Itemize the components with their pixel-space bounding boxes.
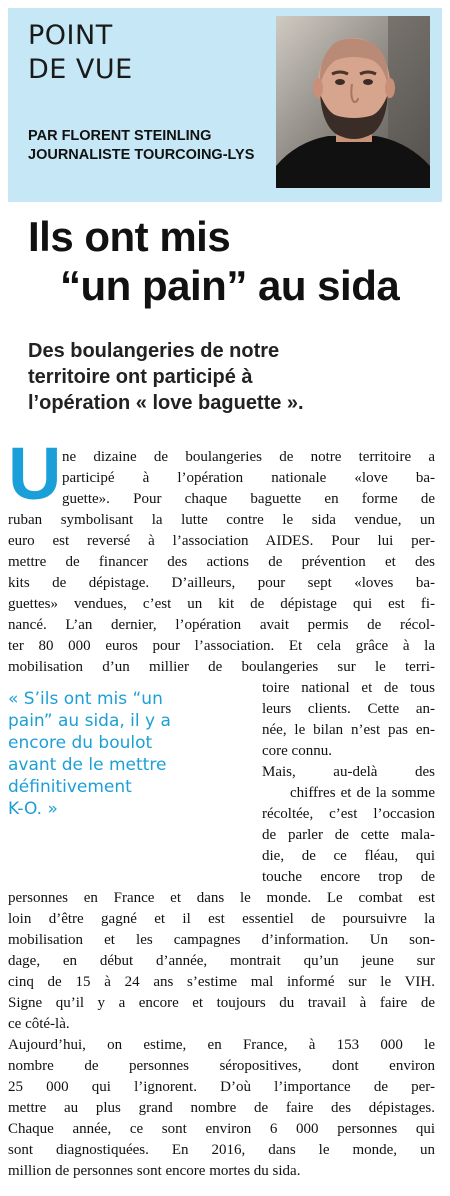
body-line: Chaque année, ce sont environ 6 000 personnes qui	[8, 1121, 435, 1137]
body-line: guette». Pour chaque baguette en forme de	[62, 491, 435, 507]
body-line: leurs clients. Cette an-	[262, 701, 435, 717]
body-line: touche encore trop de	[262, 869, 435, 885]
section-kicker-line2: DE VUE	[28, 54, 133, 85]
section-kicker: POINT	[28, 20, 113, 51]
deck-line-2: territoire ont participé à	[28, 366, 253, 388]
pull-quote-line: avant de le mettre	[8, 755, 167, 775]
pull-quote-line: définitivement	[8, 777, 132, 797]
body-line: personnes en France et dans le monde. Le combat est	[8, 890, 435, 906]
drop-cap: U	[8, 432, 62, 515]
pull-quote	[8, 688, 248, 820]
body-line: Mais, au-delà des	[262, 764, 435, 780]
body-line: née, le bilan n’est pas en-	[262, 722, 435, 738]
body-line: mettre au plus grand nombre de faire des dépistages.	[8, 1100, 435, 1116]
body-line: guettes» vendues, c’est un kit de dépistage qui est fi-	[8, 596, 435, 612]
body-line: 25 000 qui l’ignorent. D’où l’importance de per-	[8, 1079, 435, 1095]
body-line: nancé. L’an dernier, l’opération avait permis de récol-	[8, 617, 435, 633]
body-line: Signe qu’il y a encore et toujours du travail à faire de	[8, 995, 435, 1011]
body-line: de parler de cette mala-	[262, 827, 435, 843]
body-line: sont diagnostiquées. En 2016, dans le monde, un	[8, 1142, 435, 1158]
pull-quote-line: « S’ils ont mis “un	[8, 689, 163, 709]
author-title: JOURNALISTE TOURCOING-LYS	[28, 147, 255, 163]
body-line: kits de dépistage. D’ailleurs, pour sept «loves ba-	[8, 575, 435, 591]
body-line: participé à l’opération nationale «love ba-	[62, 470, 435, 486]
body-line: Aujourd’hui, on estime, en France, à 153 000 le	[8, 1037, 435, 1053]
body-line: chiffres et de la somme	[290, 785, 435, 801]
body-line: ter 80 000 euros pour l’association. Et cela grâce à la	[8, 638, 435, 654]
deck	[28, 338, 428, 416]
body-line: nombre de personnes séropositives, dont environ	[8, 1058, 435, 1074]
author-byline: PAR FLORENT STEINLING	[28, 128, 212, 144]
author-photo	[276, 16, 430, 188]
body-line: die, de ce fléau, qui	[262, 848, 435, 864]
body-line: cinq de 15 à 24 ans s’estime mal informé sur le VIH.	[8, 974, 435, 990]
deck-line-3: l’opération « love baguette ».	[28, 392, 304, 414]
body-line: million de personnes sont encore mortes du sida.	[8, 1163, 301, 1179]
body-line: euro est reversé à l’association AIDES. Pour lui per-	[8, 533, 435, 549]
pull-quote-line: pain” au sida, il y a	[8, 711, 171, 731]
body-line: dage, en début d’année, montrait qu’un jeune sur	[8, 953, 435, 969]
headline-line-1: Ils ont mis	[28, 213, 231, 260]
body-line: core connu.	[262, 743, 332, 759]
body-line: toire national et de tous	[262, 680, 435, 696]
body-line: récoltée, c’est l’occasion	[262, 806, 435, 822]
pull-quote-line: K-O. »	[8, 799, 58, 819]
pull-quote-line: encore du boulot	[8, 733, 153, 753]
deck-line-1: Des boulangeries de notre	[28, 340, 280, 362]
body-line: loin d’être gagné et il est essentiel de poursuivre la	[8, 911, 435, 927]
body-line: ruban symbolisant la lutte contre le sida vendue, un	[8, 512, 435, 528]
body-line: ce côté-là.	[8, 1016, 70, 1032]
body-line: mettre de financer des actions de prévention et des	[8, 554, 435, 570]
body-line: mobilisation d’un millier de boulangeries sur le terri-	[8, 659, 435, 675]
headline-line-2: “un pain” au sida	[60, 262, 400, 309]
body-line: ne dizaine de boulangeries de notre territoire a	[62, 449, 435, 465]
body-line: mobilisation et les campagnes d’information. Un son-	[8, 932, 435, 948]
